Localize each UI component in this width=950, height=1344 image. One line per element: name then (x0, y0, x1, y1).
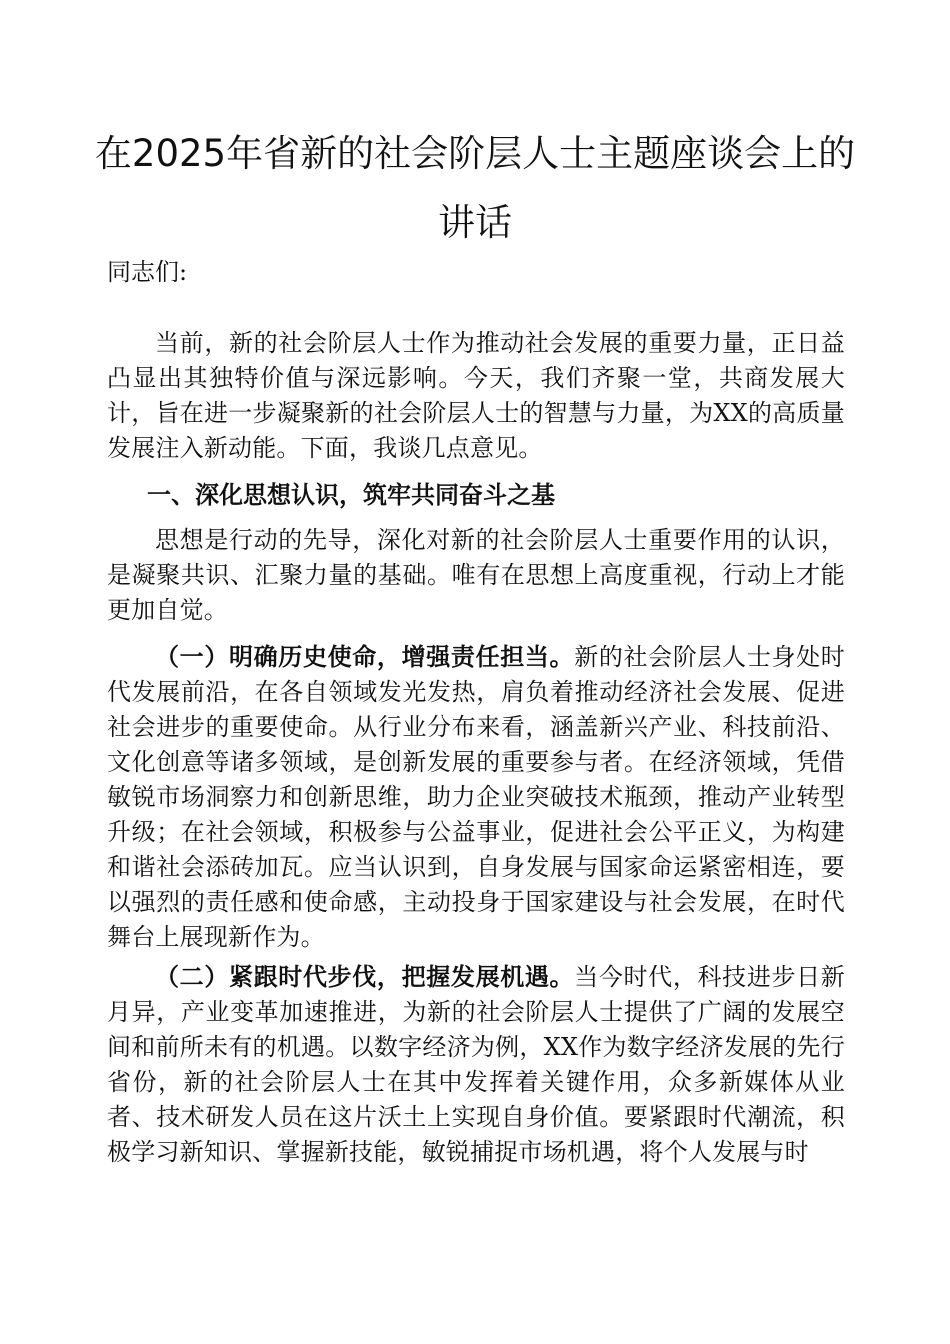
document-title-line-2: 讲话 (438, 201, 512, 244)
section-1-intro-paragraph: 思想是行动的先导，深化对新的社会阶层人士重要作用的认识，是凝聚共识、汇聚力量的基础。唯有在思想上高度重视，行动上才能更加自觉。 (107, 526, 845, 624)
section-heading-1: 一、深化思想认识，筑牢共同奋斗之基 (147, 481, 555, 509)
item-2-lead: （二）紧跟时代步伐，把握发展机遇。 (155, 963, 575, 991)
item-2-paragraph (107, 960, 845, 1170)
salutation: 同志们: (107, 258, 188, 286)
item-2-body: 当今时代，科技进步日新月异，产业变革加速推进，为新的社会阶层人士提供了广阔的发展空间和前所未有的机遇。以数字经济为例，XX作为数字经济发展的先行省份，新的社会阶层人士在其中发挥着关键作用，众多新媒体从业者、技术研发人员在这片沃土上实现自身价值。要紧跟时代潮流，积极学习新知识、掌握新技能，敏锐捕捉市场机遇，将个人发展与时 (107, 963, 845, 1166)
item-1-body: 新的社会阶层人士身处时代发展前沿，在各自领域发光发热，肩负着推动经济社会发展、促进社会进步的重要使命。从行业分布来看，涵盖新兴产业、科技前沿、文化创意等诸多领域，是创新发展的重要参与者。在经济领域，凭借敏锐市场洞察力和创新思维，助力企业突破技术瓶颈，推动产业转型升级；在社会领域，积极参与公益事业，促进社会公平正义，为构建和谐社会添砖加瓦。应当认识到，自身发展与国家命运紧密相连，要以强烈的责任感和使命感，主动投身于国家建设与社会发展，在时代舞台上展现新作为。 (107, 643, 845, 951)
opening-paragraph: 当前，新的社会阶层人士作为推动社会发展的重要力量，正日益凸显出其独特价值与深远影响。今天，我们齐聚一堂，共商发展大计，旨在进一步凝聚新的社会阶层人士的智慧与力量，为XX的高质量发展注入新动能。下面，我谈几点意见。 (107, 329, 845, 462)
item-1-paragraph (107, 640, 845, 955)
document-title-line-1: 在2025年省新的社会阶层人士主题座谈会上的 (94, 132, 856, 175)
item-1-lead: （一）明确历史使命，增强责任担当。 (155, 643, 575, 671)
